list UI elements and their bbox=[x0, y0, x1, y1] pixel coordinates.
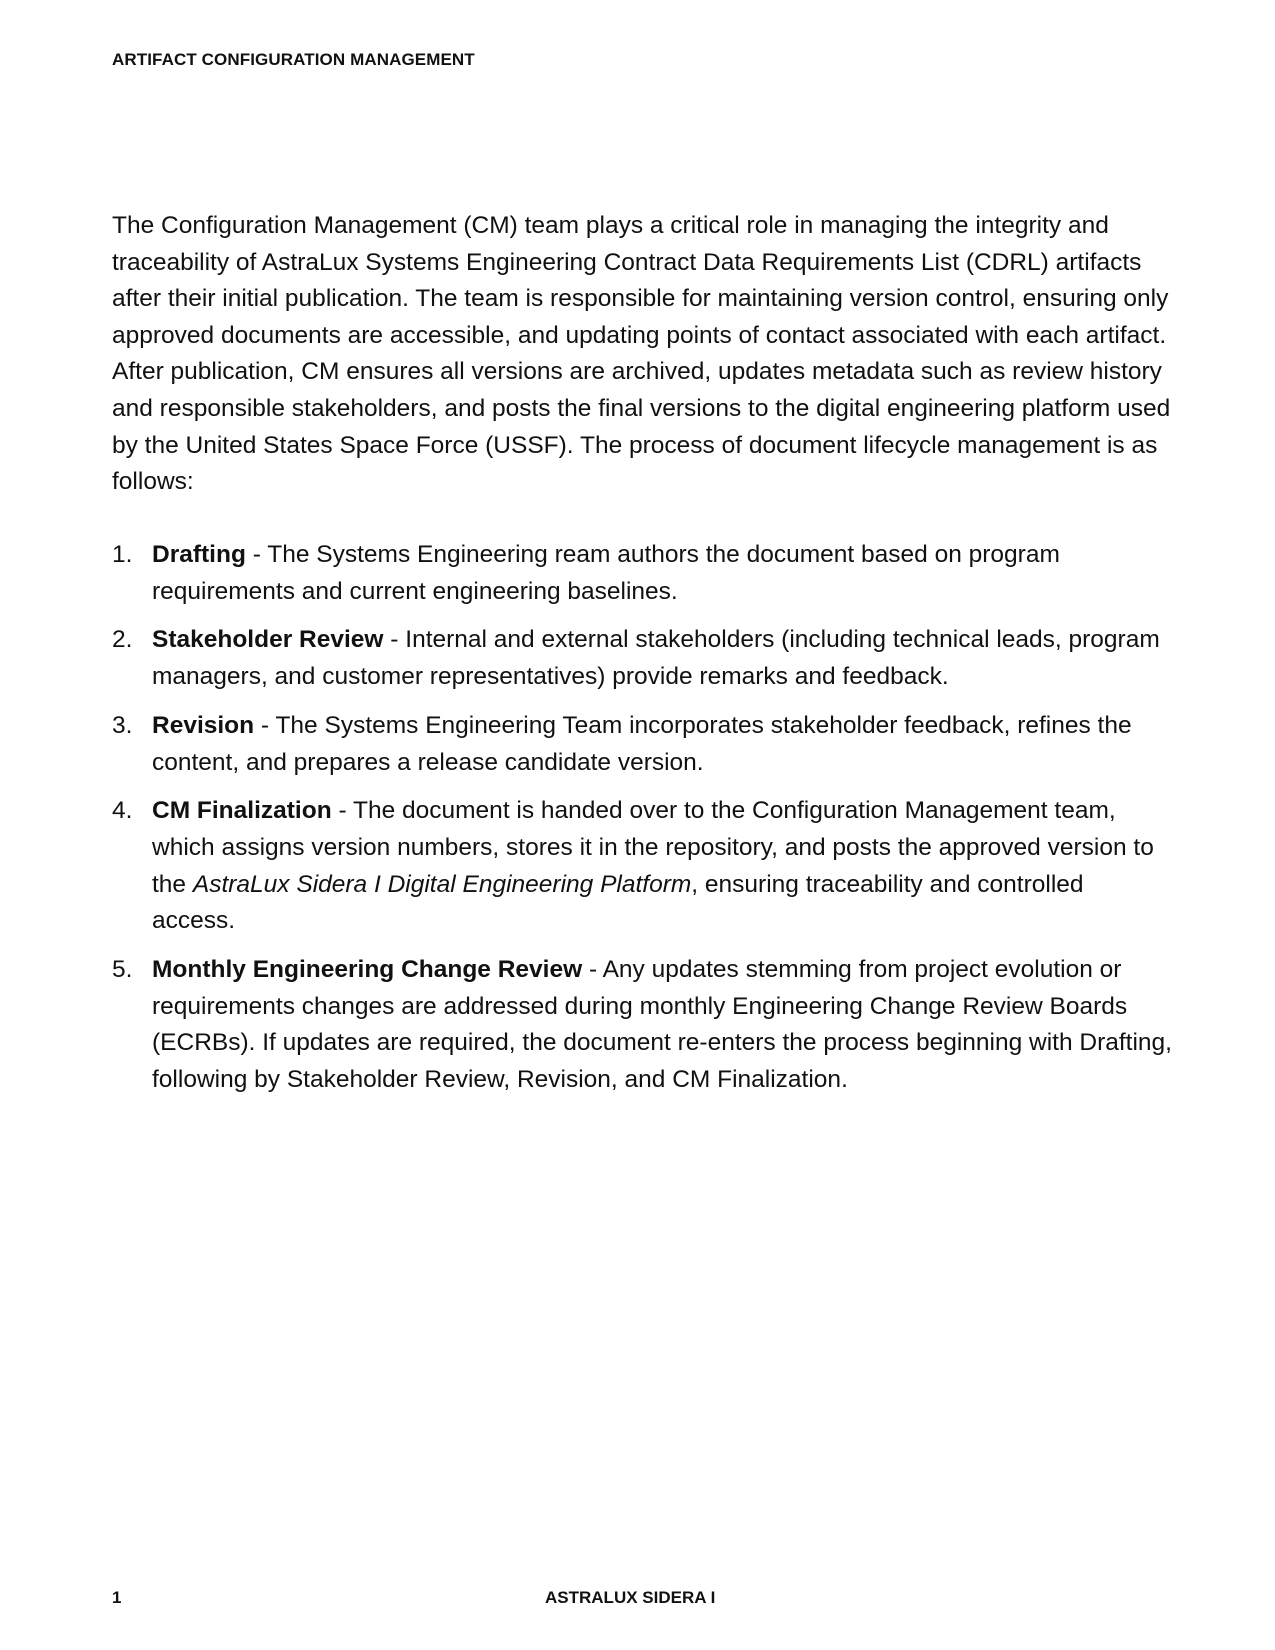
step-number: 1. bbox=[112, 541, 133, 568]
platform-name-emphasis: AstraLux Sidera I Digital Engineering Platform bbox=[192, 870, 692, 898]
step-number: 4. bbox=[112, 797, 133, 825]
step-title: Revision bbox=[152, 711, 255, 739]
step-number: 2. bbox=[112, 626, 133, 654]
list-item bbox=[112, 622, 1172, 695]
intro-paragraph: The Configuration Management (CM) team plays a critical role in managing the integrity and traceability of AstraLux Systems Engineering Contract Data Requirements List (CDRL) artifacts after their initial publication. The team is responsible for maintaining version control, ensuring only approved documents are accessible, and updating points of contact associated with each artifact. After publication, CM ensures all versions are archived, updates metadata such as review history and responsible stakeholders, and posts the final versions to the digital engineering platform used by the United States Space Force (USSF). The process of document lifecycle management is as follows: bbox=[112, 212, 1171, 496]
list-item bbox=[112, 793, 1172, 939]
step-description-end: , ensuring traceability and controlled access. bbox=[152, 870, 1084, 935]
list-item bbox=[112, 537, 1172, 610]
step-title: Monthly Engineering Change Review bbox=[152, 956, 583, 984]
list-item bbox=[112, 952, 1172, 1098]
step-description: - The Systems Engineering ream authors the document based on program requirements and current engineering baselines. bbox=[152, 541, 1060, 605]
list-item bbox=[112, 708, 1172, 781]
step-number: 3. bbox=[112, 711, 133, 739]
step-description: - Internal and external stakeholders (including technical leads, program managers, and customer representatives) provide remarks and feedback. bbox=[152, 626, 1160, 691]
step-title: CM Finalization bbox=[152, 797, 332, 825]
step-number: 5. bbox=[112, 956, 133, 984]
footer-title: ASTRALUX SIDERA I bbox=[545, 1588, 716, 1607]
lifecycle-steps-list bbox=[112, 537, 1172, 1111]
step-description: - The document is handed over to the Configuration Management team, which assigns version numbers, stores it in the repository, and posts the approved version to the bbox=[152, 797, 1154, 898]
step-title: Stakeholder Review bbox=[152, 626, 384, 654]
step-title: Drafting bbox=[152, 541, 246, 568]
step-description: - Any updates stemming from project evolution or requirements changes are addressed during monthly Engineering Change Review Boards (ECRBs). If updates are required, the document re-enters the process beginning with Drafting, following by Stakeholder Review, Revision, and CM Finalization. bbox=[152, 956, 1172, 1093]
step-description: - The Systems Engineering Team incorporates stakeholder feedback, refines the content, and prepares a release candidate version. bbox=[152, 711, 1132, 776]
running-header: ARTIFACT CONFIGURATION MANAGEMENT bbox=[112, 50, 475, 69]
page-number: 1 bbox=[112, 1588, 122, 1607]
